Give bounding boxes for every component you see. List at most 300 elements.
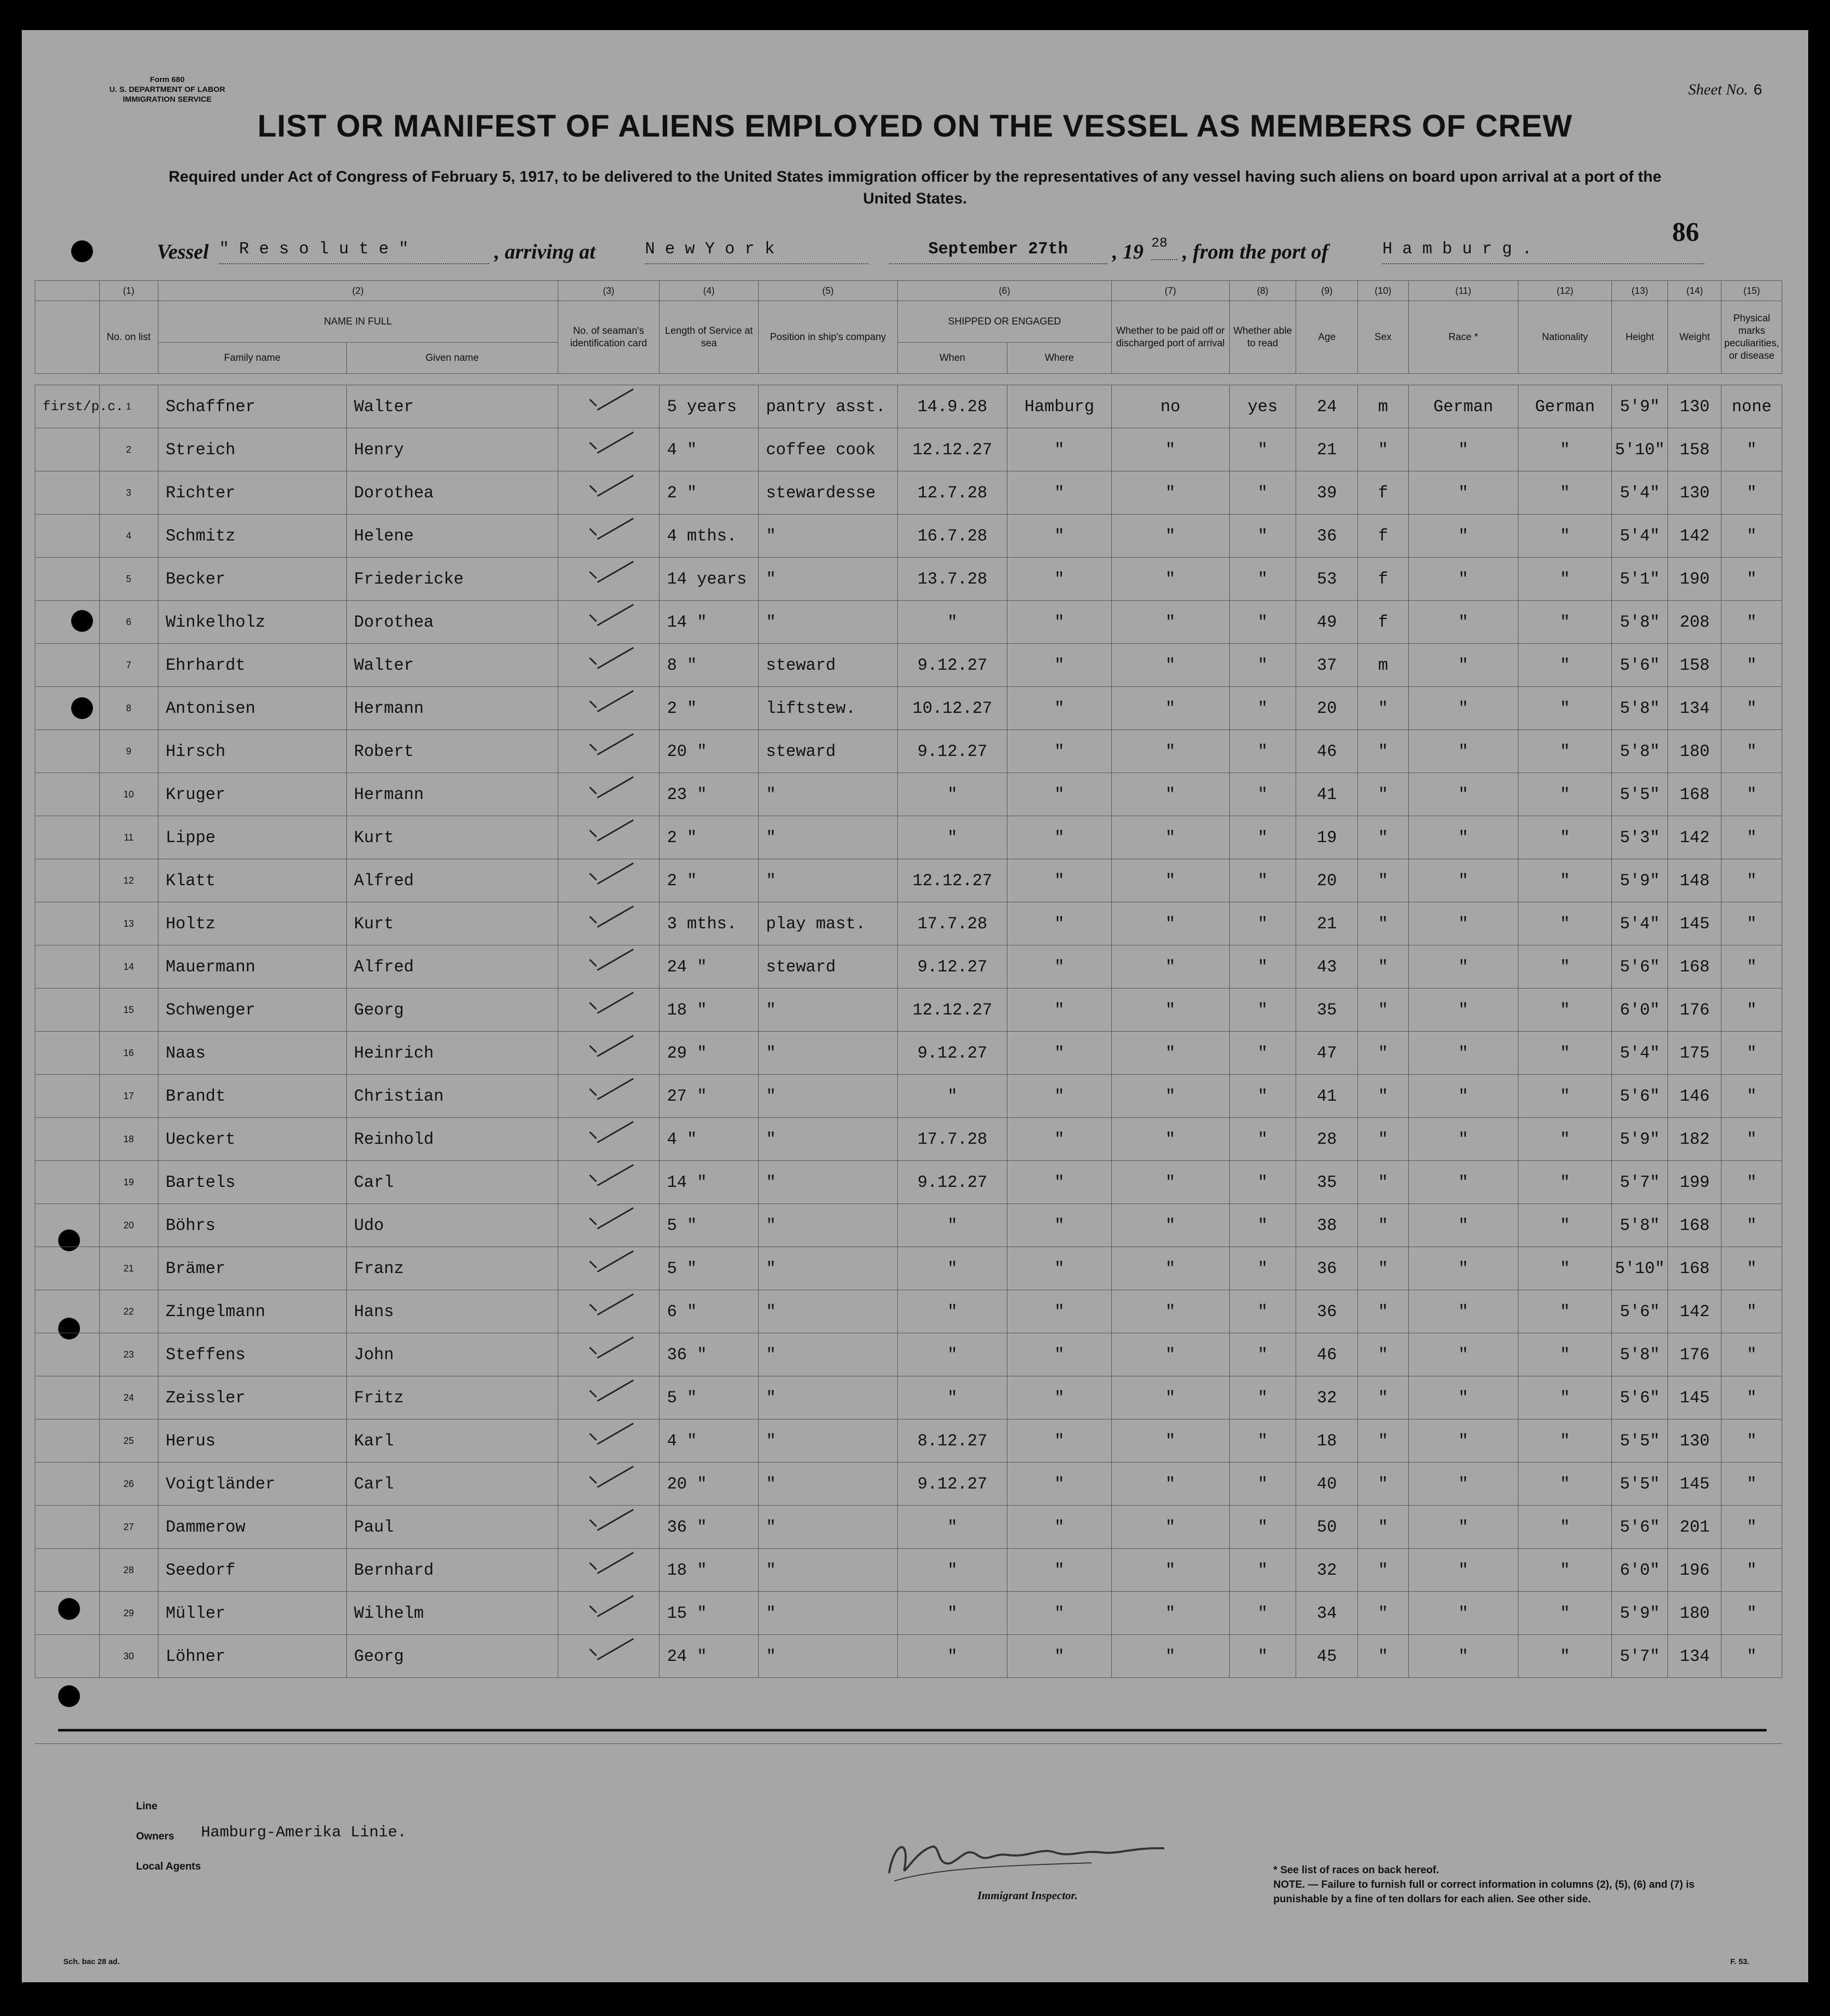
position-cell: " — [758, 601, 897, 644]
height-cell: 5'5" — [1612, 1463, 1668, 1506]
height-cell: 5'9" — [1612, 1118, 1668, 1161]
table-row — [35, 773, 1782, 816]
shipped-when-cell: 17.7.28 — [897, 902, 1007, 945]
row-number-cell: 7 — [99, 644, 158, 687]
checkmark-icon — [585, 1643, 632, 1664]
paid-off-cell: " — [1111, 902, 1229, 945]
family-name-cell: Lippe — [158, 816, 346, 859]
paid-off-cell: " — [1111, 1161, 1229, 1204]
position-cell: " — [758, 1118, 897, 1161]
race-cell: " — [1408, 1463, 1518, 1506]
able-read-cell: " — [1229, 644, 1296, 687]
shipped-when-cell: 17.7.28 — [897, 1118, 1007, 1161]
print-code: Sch. bac 28 ad. — [63, 1957, 120, 1966]
shipped-when-cell: " — [897, 1592, 1007, 1635]
id-card-check — [558, 558, 660, 601]
age-cell: 50 — [1296, 1506, 1357, 1549]
checkmark-icon — [585, 1040, 632, 1061]
given-name-cell: Dorothea — [346, 471, 558, 515]
weight-cell: 180 — [1668, 730, 1721, 773]
family-name-cell: Zingelmann — [158, 1290, 346, 1333]
weight-cell: 175 — [1668, 1032, 1721, 1075]
arrival-date: September 27th — [889, 239, 1107, 264]
service-length-cell: 2 " — [660, 687, 759, 730]
id-card-check — [558, 902, 660, 945]
shipped-where-cell: " — [1007, 601, 1112, 644]
nationality-cell: " — [1518, 730, 1611, 773]
able-read-cell: " — [1229, 1247, 1296, 1290]
shipped-when-cell: " — [897, 1333, 1007, 1376]
height-cell: 5'9" — [1612, 385, 1668, 428]
able-read-cell: " — [1229, 989, 1296, 1032]
able-read-cell: " — [1229, 1592, 1296, 1635]
age-cell: 43 — [1296, 945, 1357, 989]
colnum-10: (10) — [1357, 281, 1408, 301]
shipped-where-cell: " — [1007, 1635, 1112, 1678]
height-cell: 5'7" — [1612, 1635, 1668, 1678]
shipped-where-cell: " — [1007, 1161, 1112, 1204]
margin-check-cell — [35, 1161, 100, 1204]
nationality-cell: " — [1518, 1118, 1611, 1161]
checkmark-icon — [585, 695, 632, 716]
footer-rule — [35, 1743, 1782, 1744]
shipped-where-cell: " — [1007, 471, 1112, 515]
shipped-where-cell: " — [1007, 945, 1112, 989]
checkmark-icon — [585, 437, 632, 457]
row-number-cell: 4 — [99, 515, 158, 558]
height-cell: 5'8" — [1612, 687, 1668, 730]
punch-hole — [58, 1685, 80, 1707]
shipped-where-cell: " — [1007, 1204, 1112, 1247]
age-cell: 46 — [1296, 730, 1357, 773]
physical-marks-cell: " — [1721, 1549, 1782, 1592]
nationality-cell: " — [1518, 1204, 1611, 1247]
age-cell: 40 — [1296, 1463, 1357, 1506]
row-number-cell: 20 — [99, 1204, 158, 1247]
weight-cell: 130 — [1668, 1419, 1721, 1463]
nationality-cell: " — [1518, 1549, 1611, 1592]
race-cell: " — [1408, 1592, 1518, 1635]
race-cell: " — [1408, 1290, 1518, 1333]
colnum-2: (2) — [158, 281, 558, 301]
height-cell: 5'6" — [1612, 1376, 1668, 1419]
checkmark-icon — [585, 1557, 632, 1578]
given-name-cell: Alfred — [346, 945, 558, 989]
age-cell: 34 — [1296, 1592, 1357, 1635]
header-race: Race * — [1408, 301, 1518, 374]
margin-check-cell — [35, 1290, 100, 1333]
margin-check-cell — [35, 1247, 100, 1290]
weight-cell: 130 — [1668, 385, 1721, 428]
shipped-where-cell: " — [1007, 816, 1112, 859]
row-number-cell: 25 — [99, 1419, 158, 1463]
able-read-cell: yes — [1229, 385, 1296, 428]
year-prefix: , 19 — [1112, 240, 1143, 263]
shipped-when-cell: 8.12.27 — [897, 1419, 1007, 1463]
service-length-cell: 27 " — [660, 1075, 759, 1118]
service-length-cell: 20 " — [660, 1463, 759, 1506]
height-cell: 5'7" — [1612, 1161, 1668, 1204]
header-name-in-full: NAME IN FULL — [158, 301, 558, 343]
weight-cell: 158 — [1668, 644, 1721, 687]
header-given-name: Given name — [346, 343, 558, 374]
nationality-cell: " — [1518, 1290, 1611, 1333]
header-sex: Sex — [1357, 301, 1408, 374]
paid-off-cell: " — [1111, 687, 1229, 730]
given-name-cell: John — [346, 1333, 558, 1376]
given-name-cell: Paul — [346, 1506, 558, 1549]
shipped-when-cell: 9.12.27 — [897, 945, 1007, 989]
row-number-cell: 11 — [99, 816, 158, 859]
id-card-check — [558, 1118, 660, 1161]
margin-check-cell — [35, 1463, 100, 1506]
given-name-cell: Franz — [346, 1247, 558, 1290]
shipped-where-cell: " — [1007, 1032, 1112, 1075]
service-length-cell: 5 " — [660, 1204, 759, 1247]
colnum-9: (9) — [1296, 281, 1357, 301]
age-cell: 18 — [1296, 1419, 1357, 1463]
line-label: Line — [136, 1801, 158, 1812]
table-row — [35, 902, 1782, 945]
age-cell: 53 — [1296, 558, 1357, 601]
able-read-cell: " — [1229, 816, 1296, 859]
sex-cell: " — [1357, 1032, 1408, 1075]
owners-value: Hamburg-Amerika Linie. — [201, 1824, 407, 1842]
sex-cell: " — [1357, 1376, 1408, 1419]
colnum-3: (3) — [558, 281, 660, 301]
shipped-where-cell: " — [1007, 1549, 1112, 1592]
sex-cell: " — [1357, 428, 1408, 471]
table-row — [35, 1247, 1782, 1290]
race-cell: " — [1408, 1161, 1518, 1204]
nationality-cell: German — [1518, 385, 1611, 428]
position-cell: pantry asst. — [758, 385, 897, 428]
age-cell: 20 — [1296, 859, 1357, 902]
colnum-14: (14) — [1668, 281, 1721, 301]
race-cell: " — [1408, 1333, 1518, 1376]
sex-cell: " — [1357, 687, 1408, 730]
able-read-cell: " — [1229, 601, 1296, 644]
shipped-when-cell: " — [897, 1075, 1007, 1118]
nationality-cell: " — [1518, 428, 1611, 471]
header-height: Height — [1612, 301, 1668, 374]
service-length-cell: 36 " — [660, 1333, 759, 1376]
nationality-cell: " — [1518, 1506, 1611, 1549]
height-cell: 5'1" — [1612, 558, 1668, 601]
given-name-cell: Karl — [346, 1419, 558, 1463]
checkmark-icon — [585, 868, 632, 888]
sex-cell: " — [1357, 1463, 1408, 1506]
margin-check-cell — [35, 601, 100, 644]
family-name-cell: Klatt — [158, 859, 346, 902]
shipped-where-cell: " — [1007, 515, 1112, 558]
nationality-cell: " — [1518, 515, 1611, 558]
given-name-cell: Kurt — [346, 816, 558, 859]
shipped-when-cell: 14.9.28 — [897, 385, 1007, 428]
nationality-cell: " — [1518, 1247, 1611, 1290]
margin-check-cell — [35, 1204, 100, 1247]
shipped-when-cell: " — [897, 773, 1007, 816]
family-name-cell: Bartels — [158, 1161, 346, 1204]
shipped-when-cell: " — [897, 1204, 1007, 1247]
height-cell: 5'6" — [1612, 1290, 1668, 1333]
shipped-when-cell: " — [897, 1290, 1007, 1333]
nationality-cell: " — [1518, 644, 1611, 687]
table-row — [35, 816, 1782, 859]
shipped-where-cell: " — [1007, 1333, 1112, 1376]
colnum-13: (13) — [1612, 281, 1668, 301]
weight-cell: 134 — [1668, 1635, 1721, 1678]
table-row — [35, 989, 1782, 1032]
position-cell: " — [758, 1032, 897, 1075]
height-cell: 5'6" — [1612, 1075, 1668, 1118]
physical-marks-cell: " — [1721, 1032, 1782, 1075]
able-read-cell: " — [1229, 1376, 1296, 1419]
paid-off-cell: " — [1111, 601, 1229, 644]
able-read-cell: " — [1229, 428, 1296, 471]
page-title: LIST OR MANIFEST OF ALIENS EMPLOYED ON THE VESSEL AS MEMBERS OF CREW — [257, 109, 1573, 143]
family-name-cell: Naas — [158, 1032, 346, 1075]
weight-cell: 148 — [1668, 859, 1721, 902]
id-card-check — [558, 1419, 660, 1463]
row-number-cell: 3 — [99, 471, 158, 515]
table-row — [35, 515, 1782, 558]
table-row — [35, 1506, 1782, 1549]
family-name-cell: Müller — [158, 1592, 346, 1635]
checkmark-icon — [585, 1083, 632, 1104]
family-name-cell: Seedorf — [158, 1549, 346, 1592]
race-cell: " — [1408, 428, 1518, 471]
shipped-where-cell: " — [1007, 1290, 1112, 1333]
shipped-where-cell: " — [1007, 1463, 1112, 1506]
margin-check-cell — [35, 730, 100, 773]
nationality-cell: " — [1518, 1463, 1611, 1506]
row-number-cell: 9 — [99, 730, 158, 773]
nationality-cell: " — [1518, 1635, 1611, 1678]
height-cell: 5'9" — [1612, 859, 1668, 902]
height-cell: 5'6" — [1612, 644, 1668, 687]
shipped-when-cell: 12.7.28 — [897, 471, 1007, 515]
family-name-cell: Steffens — [158, 1333, 346, 1376]
family-name-cell: Richter — [158, 471, 346, 515]
service-length-cell: 15 " — [660, 1592, 759, 1635]
race-cell: " — [1408, 1419, 1518, 1463]
page-stamp: 86 — [1672, 218, 1699, 247]
weight-cell: 142 — [1668, 816, 1721, 859]
table-row — [35, 1161, 1782, 1204]
shipped-when-cell: 9.12.27 — [897, 1161, 1007, 1204]
given-name-cell: Carl — [346, 1463, 558, 1506]
margin-check-cell — [35, 687, 100, 730]
age-cell: 21 — [1296, 902, 1357, 945]
able-read-cell: " — [1229, 687, 1296, 730]
race-cell: " — [1408, 687, 1518, 730]
height-cell: 5'5" — [1612, 773, 1668, 816]
able-read-cell: " — [1229, 1075, 1296, 1118]
nationality-cell: " — [1518, 687, 1611, 730]
shipped-where-cell: " — [1007, 428, 1112, 471]
shipped-when-cell: 12.12.27 — [897, 989, 1007, 1032]
table-row — [35, 687, 1782, 730]
position-cell: " — [758, 1635, 897, 1678]
nationality-cell: " — [1518, 1592, 1611, 1635]
age-cell: 41 — [1296, 1075, 1357, 1118]
service-length-cell: 18 " — [660, 989, 759, 1032]
race-cell: " — [1408, 989, 1518, 1032]
id-card-check — [558, 1463, 660, 1506]
row-number-cell: 18 — [99, 1118, 158, 1161]
service-length-cell: 5 " — [660, 1376, 759, 1419]
table-row — [35, 601, 1782, 644]
checkmark-icon — [585, 1255, 632, 1276]
family-name-cell: Dammerow — [158, 1506, 346, 1549]
margin-check-cell — [35, 816, 100, 859]
physical-marks-cell: " — [1721, 989, 1782, 1032]
sex-cell: " — [1357, 1204, 1408, 1247]
from-port-label: , from the port of — [1182, 240, 1329, 263]
height-cell: 5'6" — [1612, 945, 1668, 989]
margin-check-cell — [35, 428, 100, 471]
closing-rule — [58, 1729, 1767, 1731]
checkmark-icon — [585, 1298, 632, 1319]
row-number-cell: 12 — [99, 859, 158, 902]
race-cell: " — [1408, 902, 1518, 945]
id-card-check — [558, 1032, 660, 1075]
header-shipped: SHIPPED OR ENGAGED — [897, 301, 1111, 343]
id-card-check — [558, 1204, 660, 1247]
paid-off-cell: " — [1111, 1333, 1229, 1376]
sex-cell: " — [1357, 1506, 1408, 1549]
footnotes — [1273, 1863, 1741, 1906]
checkmark-icon — [585, 911, 632, 931]
family-name-cell: Streich — [158, 428, 346, 471]
paid-off-cell: " — [1111, 1376, 1229, 1419]
colnum-5: (5) — [758, 281, 897, 301]
service-length-cell: 14 years — [660, 558, 759, 601]
margin-col-head-2 — [35, 301, 100, 374]
physical-marks-cell: " — [1721, 428, 1782, 471]
table-row — [35, 471, 1782, 515]
service-length-cell: 14 " — [660, 1161, 759, 1204]
height-cell: 5'10" — [1612, 428, 1668, 471]
paid-off-cell: " — [1111, 558, 1229, 601]
shipped-where-cell: " — [1007, 902, 1112, 945]
margin-check-cell — [35, 773, 100, 816]
weight-cell: 168 — [1668, 945, 1721, 989]
given-name-cell: Kurt — [346, 902, 558, 945]
height-cell: 5'4" — [1612, 1032, 1668, 1075]
sex-cell: " — [1357, 730, 1408, 773]
row-number-cell: 5 — [99, 558, 158, 601]
age-cell: 47 — [1296, 1032, 1357, 1075]
shipped-when-cell: 12.12.27 — [897, 859, 1007, 902]
paid-off-cell: " — [1111, 1419, 1229, 1463]
physical-marks-cell: " — [1721, 945, 1782, 989]
checkmark-icon — [585, 652, 632, 673]
header-family-name: Family name — [158, 343, 346, 374]
shipped-where-cell: " — [1007, 687, 1112, 730]
family-name-cell: Zeissler — [158, 1376, 346, 1419]
table-row — [35, 1592, 1782, 1635]
family-name-cell: Antonisen — [158, 687, 346, 730]
physical-marks-cell: " — [1721, 816, 1782, 859]
shipped-when-cell: 12.12.27 — [897, 428, 1007, 471]
immigrant-inspector-label: Immigrant Inspector. — [977, 1889, 1078, 1902]
position-cell: stewardesse — [758, 471, 897, 515]
able-read-cell: " — [1229, 1506, 1296, 1549]
height-cell: 5'4" — [1612, 471, 1668, 515]
race-cell: " — [1408, 1635, 1518, 1678]
table-row — [35, 428, 1782, 471]
service-length-cell: 2 " — [660, 859, 759, 902]
weight-cell: 180 — [1668, 1592, 1721, 1635]
position-cell: " — [758, 989, 897, 1032]
age-cell: 28 — [1296, 1118, 1357, 1161]
physical-marks-cell: " — [1721, 1075, 1782, 1118]
nationality-cell: " — [1518, 558, 1611, 601]
weight-cell: 182 — [1668, 1118, 1721, 1161]
service-length-cell: 3 mths. — [660, 902, 759, 945]
family-name-cell: Böhrs — [158, 1204, 346, 1247]
sex-cell: m — [1357, 385, 1408, 428]
nationality-cell: " — [1518, 601, 1611, 644]
service-length-cell: 6 " — [660, 1290, 759, 1333]
shipped-where-cell: " — [1007, 558, 1112, 601]
shipped-where-cell: " — [1007, 1592, 1112, 1635]
shipped-where-cell: " — [1007, 1419, 1112, 1463]
age-cell: 32 — [1296, 1549, 1357, 1592]
weight-cell: 201 — [1668, 1506, 1721, 1549]
family-name-cell: Ueckert — [158, 1118, 346, 1161]
row-number-cell: 8 — [99, 687, 158, 730]
nationality-cell: " — [1518, 773, 1611, 816]
checkmark-icon — [585, 394, 632, 414]
vessel-label: Vessel — [157, 240, 209, 263]
table-row — [35, 859, 1782, 902]
header-position: Position in ship's company — [758, 301, 897, 374]
race-cell: " — [1408, 1549, 1518, 1592]
checkmark-icon — [585, 997, 632, 1018]
family-name-cell: Löhner — [158, 1635, 346, 1678]
paid-off-cell: " — [1111, 1463, 1229, 1506]
physical-marks-cell: " — [1721, 859, 1782, 902]
position-cell: " — [758, 1333, 897, 1376]
margin-check-cell: first/p.c. — [35, 385, 100, 428]
sex-cell: " — [1357, 859, 1408, 902]
height-cell: 5'4" — [1612, 515, 1668, 558]
service-length-cell: 4 " — [660, 428, 759, 471]
weight-cell: 134 — [1668, 687, 1721, 730]
height-cell: 5'8" — [1612, 1204, 1668, 1247]
service-length-cell: 18 " — [660, 1549, 759, 1592]
id-card-check — [558, 471, 660, 515]
given-name-cell: Carl — [346, 1161, 558, 1204]
race-cell: " — [1408, 1204, 1518, 1247]
paid-off-cell: " — [1111, 644, 1229, 687]
margin-check-cell — [35, 515, 100, 558]
weight-cell: 190 — [1668, 558, 1721, 601]
paid-off-cell: " — [1111, 1506, 1229, 1549]
row-number-cell: 24 — [99, 1376, 158, 1419]
row-number-cell: 16 — [99, 1032, 158, 1075]
id-card-check — [558, 773, 660, 816]
checkmark-icon — [585, 609, 632, 630]
position-cell: " — [758, 1419, 897, 1463]
paid-off-cell: " — [1111, 428, 1229, 471]
table-row — [35, 1333, 1782, 1376]
able-read-cell: " — [1229, 945, 1296, 989]
nationality-cell: " — [1518, 859, 1611, 902]
